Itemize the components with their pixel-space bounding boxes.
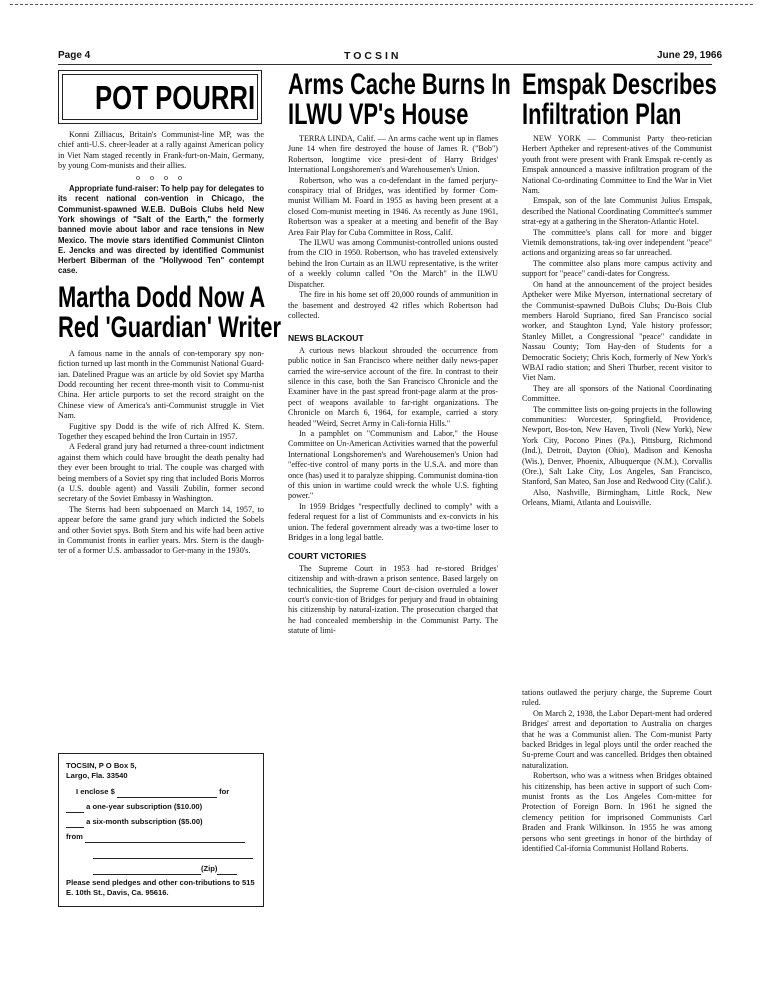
column-1 xyxy=(58,130,281,557)
headline-line-2: ILWU VP's House xyxy=(288,98,469,131)
article-paragraph: The Supreme Court in 1953 had re-stored Bridges' citizenship and with-drawn a prison sentence. Based largely on technicalities, the Supreme Court de-cision overruled a lower court's convic-tion of Bridges for perjury and fraud in obtaining his citizenship by natural-ization. The prosecution charged that he had concealed membership in the Communist Party. The statute of limi- xyxy=(288,563,498,636)
headline-line-2: Red 'Guardian' Writer xyxy=(58,310,281,344)
address-field[interactable] xyxy=(93,848,253,859)
article-paragraph: NEW YORK — Communist Party theo-retician Herbert Aptheker and represent-atives of the Communist youth front were present with Frank Emspak re-cently as Emspak announced a massive infiltration program of the National Co-ordinating Committee to End the War in Viet Nam. xyxy=(522,134,712,196)
for-label: for xyxy=(219,787,230,796)
article-paragraph: Fugitive spy Dodd is the wife of rich Alfred K. Stern. Together they escaped behind the Iron Curtain in 1957. xyxy=(58,421,264,441)
headline-block xyxy=(522,68,717,131)
name-field[interactable] xyxy=(85,832,245,843)
from-label: from xyxy=(66,832,83,841)
article-paragraph: Robertson, who was a co-defendant in the famed perjury-conspiracy trial of Bridges, was identified by former Com-munist William M. Foard in 1955 as having been present at a closed Com-munist meeting in 1946. As recently as June 1961, Robertson was a speaker at a meeting and benefit of the Bay Area Fair Play for Cuba Committee in Ross, Calif. xyxy=(288,175,498,237)
subheading: NEWS BLACKOUT xyxy=(288,333,364,344)
article-paragraph: In a pamphlet on "Communism and Labor," the House Committee on Un-American Activities warned that the powerful International Longshoremen's and Warehousemen's Union had "effec-tive control of many ports in the U.S.A. and more than once (has) used it to paralyze shipping. Communist domina-tion of this union in wartime could wreck the whole U.S. fighting power." xyxy=(288,428,498,501)
subscription-coupon xyxy=(58,753,264,907)
headline-block xyxy=(288,68,511,131)
article-paragraph: A Federal grand jury had returned a three-count indictment against them which could have brought the death penalty had they ever been brought to trial. The couple was charged with being members of a Soviet spy ring that included Boris Morros (a U.S. double agent) and Vassili Zubilin, former second secretary of the Soviet Embassy in Washington. xyxy=(58,442,264,504)
coupon-note: Please send pledges and other con-tributions to 515 E. 10th St., Davis, Ca. 95616. xyxy=(66,878,255,897)
zip-field[interactable] xyxy=(217,864,237,875)
article-paragraph: Konni Zilliacus, Britain's Communist-line MP, was the chief anti-U.S. cheer-leader at a rally against American policy in Viet Nam staged recently in Frank-furt-on-Main, Germany, by young Com-munists and their allies. xyxy=(58,130,264,171)
six-month-checkbox[interactable] xyxy=(66,818,84,828)
article-paragraph: tations outlawed the perjury charge, the Supreme Court ruled. xyxy=(522,688,712,708)
top-border xyxy=(10,4,753,5)
article-paragraph: A famous name in the annals of con-temporary spy non-fiction turned up last month in the Communist National Guard-ian. Datelined Prague was an article by old Soviet spy Martha Dodd recounting her recent three-month visit to Commu-nist China. Her article purports to set the record straight on the Chinese view of America's anti-Communist struggle in Viet Nam. xyxy=(58,348,264,421)
one-year-checkbox[interactable] xyxy=(66,803,84,813)
coupon-address-1: TOCSIN, P O Box 5, xyxy=(66,761,137,770)
newspaper-name: TOCSIN xyxy=(344,50,402,62)
column-2 xyxy=(288,68,511,637)
article-paragraph: Appropriate fund-raiser: To help pay for delegates to its recent national con-vention in Chicago, the Communist-spawned W.E.B. DuBois Clubs held New York showings of "Salt of the Earth," the formerly banned movie about labor and race tensions in New Mexico. The movie stars identified Communist Clinton E. Jencks and was directed by identified Communist Herbert Biberman of the "Hollywood Ten" contempt case. xyxy=(58,184,264,276)
article-paragraph: A curious news blackout shrouded the occurrence from public notice in San Francisco where neither daily news-paper carried the wire-service account of the fire. In contrast to their silence in this case, both the San Francisco Chronicle and the Examiner have in the past spread front-page alarm at the pros-pect of weapons available to far-right organizations. The Chronicle on March 6, 1964, for example, carried a story headed "Weird, Secret Army in Cali-fornia Hills." xyxy=(288,345,498,428)
article-paragraph: The committee lists on-going projects in the following communities: Worcester, Springfield, Providence, Newport, Bos-ton, New Haven, Tivoli (New York), New York City, Pocono Pines (Pa.), Pittsburg, Richmond (Ind.), Detroit, Dayton (Ohio), Madison and Kenosha (Wis.), Denver, Phoenix, Albuquerque (N.M.), Corvallis (Ore.), Salt Lake City, Los Angeles, San Francisco, Stanford, San Mateo, San Jose and Redwood City (Calif.). xyxy=(522,404,713,487)
one-year-option: a one-year subscription ($10.00) xyxy=(86,802,203,811)
article-paragraph: TERRA LINDA, Calif. — An arms cache went up in flames June 14 when fire destroyed the house of James R. ("Bob") Robertson, longtime vice presi-dent of Harry Bridges' International Longshoremen's and Warehousemen's Union. xyxy=(288,134,498,175)
separator-dots: o o o o xyxy=(136,172,186,182)
headline-line-2: Infiltration Plan xyxy=(522,98,682,131)
article-paragraph: The fire in his home set off 20,000 rounds of ammunition in the basement and destroyed 42 rifles which Robertson had collected. xyxy=(288,290,498,320)
page-number: Page 4 xyxy=(58,50,91,61)
article-paragraph: Also, Nashville, Birmingham, Little Rock, New Orleans, Miami, Atlanta and Louisville. xyxy=(522,487,712,508)
article-paragraph: The committee also plans more campus activity and support for "peace" candi-dates for Congress. xyxy=(522,258,712,279)
amount-field[interactable] xyxy=(117,787,217,798)
headline-line-1: Martha Dodd Now A xyxy=(58,280,266,314)
issue-date: June 29, 1966 xyxy=(657,50,723,61)
article-paragraph: Emspak, son of the late Communist Julius Emspak, described the National Coordinating Committee's summer strat-egy at a gathering in the Sheraton-Atlantic Hotel. xyxy=(522,196,712,227)
column-3-continuation xyxy=(522,688,712,855)
six-month-option: a six-month subscription ($5.00) xyxy=(86,817,203,826)
pot-pourri-box xyxy=(58,70,262,124)
article-paragraph: On March 2, 1938, the Labor Depart-ment had ordered Bridges' arrest and deportation to Australia on charges that he was a Communist alien. The Com-munist Party backed Bridges in legal ploys until the order reached the Su-preme Court and was cancelled. Bridges then obtained naturalization. xyxy=(522,708,712,770)
column-3 xyxy=(522,68,717,509)
zip-label: (Zip) xyxy=(201,864,218,873)
article-paragraph: On hand at the announcement of the project besides Aptheker were Mike Myerson, international secretary of the Communist-spawned DuBois Clubs; Du-Bois Club members Harold Supriano, fired San Francisco social worker, and Staughton Lynd, Yale history professor; Stanley Millet, a Congressional "peace" candidate in Nassau County; Tom Hay-den of Students for a Democratic Society; Chris Koch, formerly of New York's WBAI radio station; and Sheri Thurber, recent visitor to Viet Nam. xyxy=(522,279,712,383)
article-paragraph: The ILWU was among Communist-controlled unions ousted from the CIO in 1950. Robertson, who has traveled extensively behind the Iron Curtain as an ILWU representative, is the writer of a weekly column called "On the March" in the ILWU Dispatcher. xyxy=(288,238,498,289)
article-paragraph: The Sterns had been subpoenaed on March 14, 1957, to appear before the same grand jury which indicted the Sobels and other Soviet spys. Both Stern and his wife had been active in Communist fronts in earlier years. Mrs. Stern is the daugh-ter of a former U.S. ambassador to Ger-many in the 1930's. xyxy=(58,504,264,556)
subheading: COURT VICTORIES xyxy=(288,551,367,562)
enclose-label: I enclose $ xyxy=(76,787,115,796)
article-paragraph: The committee's plans call for more and bigger Vietnik demonstrations, tak-ing over independent "peace" actions and organizing areas so far unreached. xyxy=(522,227,712,258)
column-title: POT POURRI xyxy=(95,79,256,116)
article-paragraph: They are all sponsors of the National Coordinating Committee. xyxy=(522,383,712,404)
article-paragraph: Robertson, who was a witness when Bridges obtained his citizenship, has been active in support of such Com-munist fronts as the Los Angeles Com-mittee for Protection of Foreign Born. In 1961 he signed the clemency petition for imprisoned Communists Carl Braden and Frank Wilkinson. In 1955 he was among persons who sent greetings in honor of the birthday of identified Cal-ifornia Communist Holland Roberts. xyxy=(522,771,712,854)
header-rule xyxy=(58,64,712,65)
article-paragraph: In 1959 Bridges "respectfully declined to comply" with a federal request for a list of Communists and ex-convicts in his union. The federal government already was a two-time loser to Bridges in a long legal battle. xyxy=(288,501,498,543)
city-field[interactable] xyxy=(93,864,201,875)
coupon-address-2: Largo, Fla. 33540 xyxy=(66,771,128,780)
headline-line-1: Emspak Describes xyxy=(522,68,717,101)
headline-line-1: Arms Cache Burns In xyxy=(288,68,511,101)
headline-block xyxy=(58,280,281,344)
